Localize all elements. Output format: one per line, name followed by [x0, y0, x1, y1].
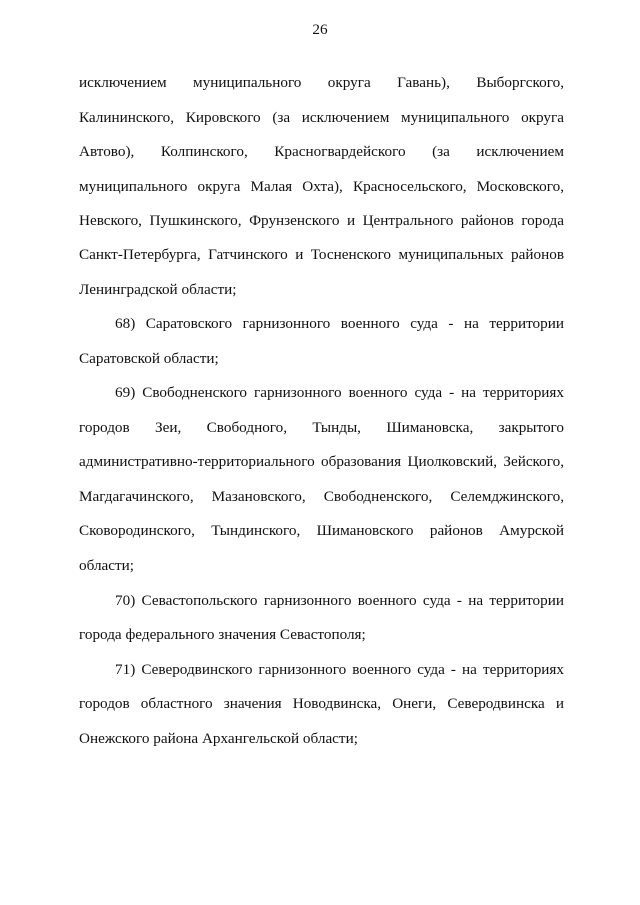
text-line: исключением муниципального округа Гавань), Выборгского,: [79, 74, 564, 91]
text-line: муниципального округа Малая Охта), Красносельского, Московского,: [79, 178, 564, 195]
text-line: Автово), Колпинского, Красногвардейского (за исключением: [79, 143, 564, 160]
text-line: Калининского, Кировского (за исключением муниципального округа: [79, 109, 564, 126]
text-line: Ленинградской области;: [79, 281, 237, 298]
text-line: города федерального значения Севастополя;: [79, 626, 366, 643]
text-line: Невского, Пушкинского, Фрунзенского и Центрального районов города: [79, 212, 564, 229]
text-line: городов областного значения Новодвинска, Онеги, Северодвинска и: [79, 695, 564, 712]
text-line: Сковородинского, Тындинского, Шимановского районов Амурской: [79, 522, 564, 539]
list-item-70-first-line: 70) Севастопольского гарнизонного военного суда - на территории: [115, 592, 564, 609]
page-number: 26: [312, 21, 328, 38]
list-item-68-first-line: 68) Саратовского гарнизонного военного суда - на территории: [115, 315, 564, 332]
text-line: городов Зеи, Свободного, Тынды, Шимановска, закрытого: [79, 419, 564, 436]
text-line: Саратовской области;: [79, 350, 219, 367]
list-item-69-first-line: 69) Свободненского гарнизонного военного суда - на территориях: [115, 384, 564, 401]
text-line: административно-территориального образования Циолковский, Зейского,: [79, 453, 564, 470]
text-line: Онежского района Архангельской области;: [79, 730, 358, 747]
text-line: области;: [79, 557, 134, 574]
text-line: Санкт-Петербурга, Гатчинского и Тосненского муниципальных районов: [79, 246, 564, 263]
text-line: Магдагачинского, Мазановского, Свободненского, Селемджинского,: [79, 488, 564, 505]
list-item-71-first-line: 71) Северодвинского гарнизонного военного суда - на территориях: [115, 661, 564, 678]
